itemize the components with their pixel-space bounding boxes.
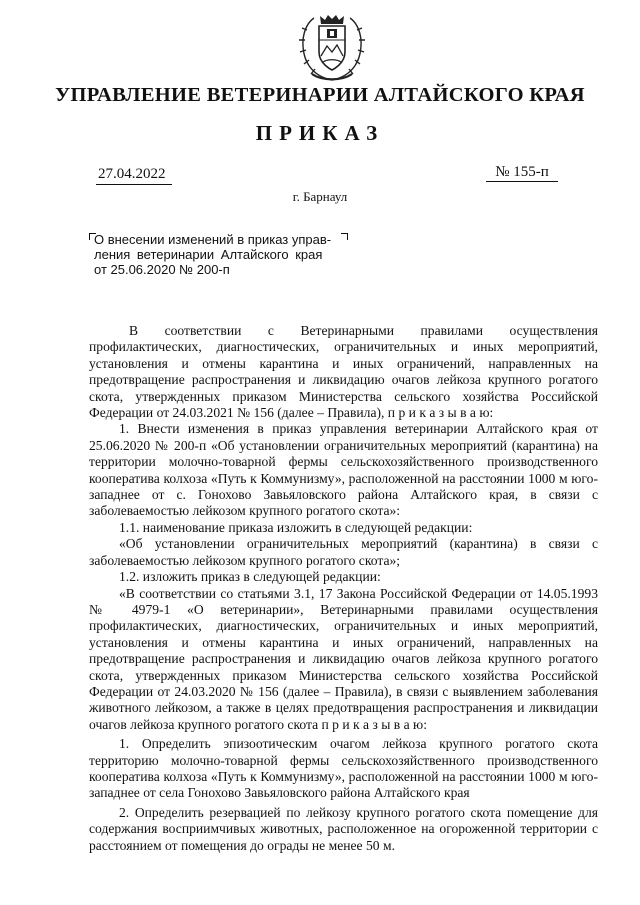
document-type-heading: ПРИКАЗ: [255, 121, 385, 145]
body-paragraph: «Об установлении ограничительных мероприятий (карантина) в связи с заболеваемостью лейкозом крупного рогатого скота»;: [89, 536, 598, 568]
document-body: [89, 323, 598, 854]
body-paragraph: 1. Внести изменения в приказ управления ветеринарии Алтайского края от 25.06.2020 № 200-п «Об установлении ограничительных мероприятий (карантина) на территории молочно-товарной фермы сельскохозяйственного производственного кооператива колхоза «Путь к Коммунизму», расположенной на расстоянии 1000 м юго-западнее от с. Гонохово Завьяловского района Алтайского края, в связи с заболеваемостью лейкозом крупного рогатого скота»:: [89, 421, 598, 519]
body-paragraph: В соответствии с Ветеринарными правилами осуществления профилактических, диагностических, ограничительных и иных мероприятий, установления и отмены карантина и иных ограничений, направленных на предотвращение распространения и ликвидацию очагов лейкоза крупного рогатого скота, утвержденных приказом Министерства сельского хозяйства Российской Федерации от 24.03.2021 № 156 (далее – Правила), п р и к а з ы в а ю:: [89, 323, 598, 421]
subject-line: ления ветеринарии Алтайского края: [94, 247, 323, 262]
body-paragraph: 1.2. изложить приказ в следующей редакции:: [119, 569, 381, 585]
organization-title: УПРАВЛЕНИЕ ВЕТЕРИНАРИИ АЛТАЙСКОГО КРАЯ: [55, 84, 585, 106]
document-date: 27.04.2022: [96, 166, 172, 185]
body-paragraph: 1.1. наименование приказа изложить в следующей редакции:: [119, 519, 473, 535]
coat-of-arms-emblem: [297, 10, 367, 84]
document-subject: [94, 232, 354, 277]
body-paragraph: 2. Определить резервацией по лейкозу крупного рогатого скота помещение для содержания восприимчивых животных, расположенное на огороженной территории с расстоянием от помещения до ограды не менее 50 м.: [89, 804, 598, 853]
body-paragraph: 1. Определить эпизоотическим очагом лейкоза крупного рогатого скота территорию молочно-товарной фермы сельскохозяйственного производственного кооператива колхоза «Путь к Коммунизму», расположенной на расстоянии 1000 м юго-западнее от села Гонохово Завьяловского района Алтайского края: [89, 736, 598, 801]
subject-line: от 25.06.2020 № 200-п: [94, 262, 230, 277]
subject-line: О внесении изменений в приказ управ-: [94, 232, 332, 247]
body-paragraph: «В соответствии со статьями 3.1, 17 Закона Российской Федерации от 14.05.1993 № 4979-1 «О ветеринарии», Ветеринарными правилами осуществления профилактических, диагностических, ограничительных и иных мероприятий, установления и отмены карантина и иных ограничений, направленных на предотвращение распространения и ликвидацию очагов лейкоза крупного рогатого скота, утвержденных приказом Министерства сельского хозяйства Российской Федерации от 24.03.2020 № 156 (далее – Правила), в связи с выявлением заболевания животного лейкозом, а также в целях предотвращения распространения и ликвидации очагов лейкоза крупного рогатого скота п р и к а з ы в а ю:: [89, 585, 598, 732]
document-number: № 155-п: [486, 164, 558, 182]
document-city: г. Барнаул: [292, 189, 348, 204]
